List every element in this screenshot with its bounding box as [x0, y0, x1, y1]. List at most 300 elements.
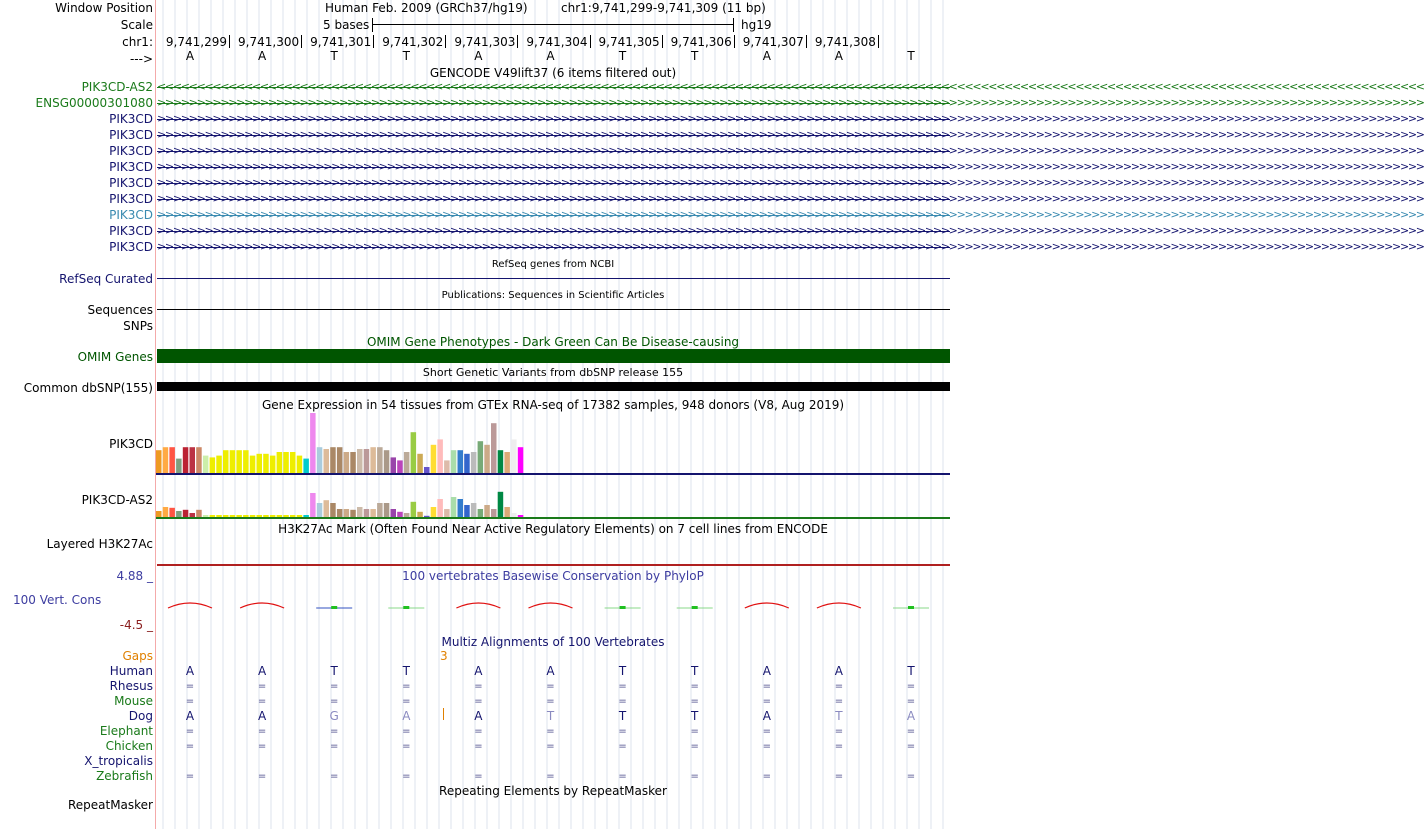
dog-insertion-marker — [443, 708, 444, 720]
gtex-tissue-bar — [411, 432, 417, 473]
multiz-aligned-base: T — [402, 664, 410, 678]
multiz-aligned-base: = — [474, 771, 483, 782]
gtex-tissue-bar — [176, 459, 182, 473]
gtex-tissue-bar — [324, 449, 330, 473]
gtex-tissue-bar — [404, 513, 410, 517]
multiz-aligned-base: = — [906, 681, 916, 692]
plus-strand-chevrons: >>>>>>>>>>>>>>>>>>>>>>>>>>>>>>>>>>>>>>>>>>>>>>>>>>>>>>>>>>>>>>>>>>>>>>>>>>>>>>>>>>>>>>>>>>>>>>>>>>>>>>>>>>>>>>>>>>>>>>>>>>>>>>>>>>>>>>>>>>>>>>>>>>>>>>>>>>>>>>>> — [157, 224, 1424, 237]
multiz-aligned-base: = — [618, 681, 627, 692]
gtex-tissue-bar — [350, 510, 356, 517]
multiz-aligned-base: = — [618, 771, 627, 782]
window-position-value[interactable]: chr1:9,741,299-9,741,309 (11 bp) — [561, 1, 766, 15]
phylop-min-label: -4.5 _ — [119, 618, 153, 632]
gtex-tissue-bar — [411, 502, 417, 517]
gtex-tissue-bar — [337, 447, 343, 473]
multiz-aligned-base: A — [257, 664, 267, 678]
reference-base: A — [762, 49, 771, 63]
gtex-tissue-bar — [223, 515, 229, 517]
scale-bar — [372, 24, 734, 25]
plus-strand-chevrons: >>>>>>>>>>>>>>>>>>>>>>>>>>>>>>>>>>>>>>>>>>>>>>>>>>>>>>>>>>>>>>>>>>>>>>>>>>>>>>>>>>>>>>>>>>>>>>>>>>>>>>>>>>>>>>>>>>>>>>>>>>>>>>>>>>>>>>>>>>>>>>>>>>>>>>>>>>>>>>>> — [157, 208, 1424, 221]
multiz-aligned-base: = — [834, 696, 844, 707]
gtex-tissue-bar — [324, 500, 330, 517]
ruler-tick-mark — [445, 35, 446, 48]
gtex-tissue-bar — [364, 509, 370, 517]
reference-base: T — [907, 49, 915, 63]
dbsnp-feature-bar[interactable] — [157, 382, 950, 391]
gtex-tissue-bar — [183, 510, 189, 517]
gtex-tissue-bar — [384, 450, 390, 473]
phylop-conserved-peak — [240, 603, 284, 608]
ruler-tick-label: 9,741,302 — [382, 35, 444, 49]
gtex-tissue-bar — [458, 499, 464, 517]
gtex-tissue-bar — [464, 454, 470, 473]
snps-track-label[interactable]: SNPs — [123, 319, 153, 333]
ruler-tick-label: 9,741,308 — [814, 35, 876, 49]
multiz-aligned-base: = — [546, 681, 555, 692]
gtex-tissue-bar — [451, 497, 457, 517]
multiz-aligned-base: T — [546, 709, 555, 723]
multiz-aligned-base: = — [185, 726, 195, 737]
gtex-tissue-bar — [404, 452, 410, 473]
gtex-tissue-bar — [169, 508, 175, 517]
gtex-tissue-bar — [190, 513, 196, 517]
repeatmasker-track-title[interactable]: Repeating Elements by RepeatMasker — [439, 784, 667, 798]
ruler-tick-label: 9,741,299 — [165, 35, 227, 49]
gtex-tissue-bar — [257, 515, 263, 517]
gtex-tissue-bar — [243, 515, 249, 517]
ruler-tick-label: 9,741,303 — [454, 35, 516, 49]
multiz-aligned-base: A — [546, 664, 555, 678]
ruler-tick-label: 9,741,305 — [598, 35, 660, 49]
gtex-tissue-bar — [317, 447, 323, 473]
multiz-species-label[interactable]: Zebrafish — [96, 769, 153, 783]
multiz-aligned-base: T — [330, 664, 338, 678]
gencode-transcript-label[interactable]: PIK3CD — [109, 128, 153, 142]
multiz-aligned-base: = — [690, 726, 699, 737]
multiz-aligned-base: = — [690, 696, 699, 707]
multiz-aligned-base: = — [474, 696, 483, 707]
multiz-aligned-base: = — [906, 741, 916, 752]
multiz-aligned-base: A — [257, 709, 267, 723]
multiz-aligned-base: = — [690, 771, 699, 782]
gtex-tissue-bar — [196, 510, 202, 517]
multiz-aligned-base: T — [907, 664, 915, 678]
multiz-aligned-base: = — [762, 771, 771, 782]
reference-base: A — [474, 49, 483, 63]
gencode-transcript-label[interactable]: PIK3CD — [109, 224, 153, 238]
multiz-aligned-base: = — [834, 726, 844, 737]
gtex-tissue-bar — [190, 447, 196, 473]
gtex-tissue-bar — [471, 503, 477, 517]
gtex-tissue-bar — [290, 515, 296, 517]
gtex-tissue-bar — [183, 447, 189, 473]
reference-base: A — [546, 49, 555, 63]
multiz-species-label[interactable]: Chicken — [105, 739, 153, 753]
h3k27ac-baseline — [157, 564, 950, 566]
gtex-tissue-bar — [437, 439, 443, 473]
reference-base: A — [257, 49, 267, 63]
gtex-gene-label-2[interactable]: PIK3CD-AS2 — [81, 493, 153, 507]
phylop-wiggle[interactable] — [156, 596, 950, 616]
phylop-score-mark — [331, 606, 337, 609]
gtex-tissue-bar — [504, 452, 510, 473]
multiz-aligned-base: = — [834, 771, 844, 782]
phylop-score-mark — [692, 606, 698, 609]
ruler-tick-mark — [662, 35, 663, 48]
multiz-aligned-base: = — [690, 741, 699, 752]
multiz-aligned-base: = — [329, 681, 339, 692]
phylop-conserved-peak — [456, 603, 500, 608]
gtex-tissue-bar — [424, 516, 430, 517]
multiz-aligned-base: = — [474, 681, 483, 692]
gencode-transcript-label[interactable]: PIK3CD — [109, 112, 153, 126]
phylop-conserved-peak — [745, 603, 789, 608]
scale-bar-text: 5 bases — [323, 18, 370, 32]
gencode-transcript-label[interactable]: ENSG00000301080 — [35, 96, 153, 110]
publications-line — [157, 309, 950, 310]
phylop-conserved-peak — [817, 603, 861, 608]
multiz-aligned-base: T — [691, 709, 699, 723]
reference-base: T — [691, 49, 699, 63]
gtex-tissue-bar — [257, 454, 263, 473]
gtex-tissue-bar — [471, 452, 477, 473]
multiz-aligned-base: = — [834, 741, 844, 752]
multiz-aligned-base: = — [546, 726, 555, 737]
gtex-tissue-bar — [156, 511, 162, 517]
multiz-aligned-base: = — [329, 771, 339, 782]
gtex-tissue-bar — [417, 512, 423, 517]
multiz-species-label[interactable]: Mouse — [114, 694, 153, 708]
gtex-tissue-bar — [236, 515, 242, 517]
multiz-aligned-base: = — [474, 726, 483, 737]
gtex-tissue-bar — [203, 456, 209, 473]
gtex-tissue-bar — [518, 447, 524, 473]
gencode-transcript-label[interactable]: PIK3CD — [109, 240, 153, 254]
ruler-tick-label: 9,741,304 — [526, 35, 588, 49]
multiz-aligned-base: = — [906, 726, 916, 737]
gtex-tissue-bar — [203, 515, 209, 517]
multiz-aligned-base: A — [834, 664, 843, 678]
gtex-tissue-bar — [263, 515, 269, 517]
gtex-tissue-bar — [210, 457, 216, 473]
multiz-aligned-base: = — [402, 696, 411, 707]
h3k27ac-track-label[interactable]: Layered H3K27Ac — [46, 537, 153, 551]
multiz-aligned-base: = — [329, 696, 339, 707]
multiz-aligned-base: = — [690, 681, 699, 692]
multiz-aligned-base: A — [185, 709, 195, 723]
scale-bar-left-cap — [372, 18, 373, 32]
repeatmasker-track-label[interactable]: RepeatMasker — [67, 798, 153, 812]
gtex-tissue-bar — [310, 413, 316, 473]
gtex-tissue-bar — [478, 441, 484, 473]
refseq-track-label[interactable]: RefSeq Curated — [59, 272, 153, 286]
multiz-species-label[interactable]: Rhesus — [109, 679, 153, 693]
phylop-max-label: 4.88 _ — [116, 569, 153, 583]
gtex-tissue-bar — [250, 456, 256, 473]
gtex-gene-label-1[interactable]: PIK3CD — [109, 437, 153, 451]
ruler-tick-label: 9,741,306 — [670, 35, 732, 49]
multiz-gaps-label: Gaps — [122, 649, 153, 663]
gencode-track-title[interactable]: GENCODE V49lift37 (6 items filtered out) — [429, 66, 677, 80]
multiz-aligned-base: = — [906, 771, 916, 782]
gtex-tissue-bar — [317, 503, 323, 517]
gtex-tissue-bar — [464, 505, 470, 517]
gtex-tissue-bar — [277, 452, 283, 473]
multiz-aligned-base: = — [402, 741, 411, 752]
gtex-tissue-bar — [478, 509, 484, 517]
publications-track-title[interactable]: Publications: Sequences in Scientific Articles — [441, 290, 665, 301]
gtex-tissue-bar — [283, 452, 289, 473]
refseq-track-title[interactable]: RefSeq genes from NCBI — [491, 259, 615, 270]
multiz-aligned-base: = — [618, 696, 627, 707]
ruler-tick-mark — [517, 35, 518, 48]
gtex-tissue-bar — [303, 459, 309, 473]
gtex-tissue-bar — [263, 454, 269, 473]
reference-base: T — [402, 49, 410, 63]
gtex-tissue-bar — [424, 467, 430, 473]
gtex-tissue-bar — [277, 515, 283, 517]
omim-feature-bar[interactable] — [157, 349, 950, 363]
gtex-tissue-bar — [236, 450, 242, 473]
multiz-track-title[interactable]: Multiz Alignments of 100 Vertebrates — [441, 635, 665, 649]
gtex-tissue-bar — [350, 452, 356, 473]
ruler-tick-mark — [590, 35, 591, 48]
phylop-score-mark — [908, 606, 914, 609]
gtex-tissue-bar — [223, 450, 229, 473]
gtex-tissue-bar — [297, 456, 303, 473]
gtex-tissue-bar — [391, 457, 397, 473]
multiz-aligned-base: A — [474, 664, 483, 678]
multiz-aligned-base: = — [185, 681, 195, 692]
gtex-tissue-bar — [330, 503, 336, 517]
multiz-species-label[interactable]: Human — [109, 664, 153, 678]
gtex-tissue-bar — [216, 515, 222, 517]
multiz-aligned-base: = — [257, 681, 267, 692]
gtex-tissue-bar — [243, 450, 249, 473]
multiz-aligned-base: A — [185, 664, 195, 678]
phylop-score-mark — [620, 606, 626, 609]
plus-strand-chevrons: >>>>>>>>>>>>>>>>>>>>>>>>>>>>>>>>>>>>>>>>>>>>>>>>>>>>>>>>>>>>>>>>>>>>>>>>>>>>>>>>>>>>>>>>>>>>>>>>>>>>>>>>>>>>>>>>>>>>>>>>>>>>>>>>>>>>>>>>>>>>>>>>>>>>>>>>>>>>>>>> — [157, 96, 1424, 109]
ruler-tick-mark — [878, 35, 879, 48]
gtex-tissue-bar — [397, 460, 403, 473]
gtex-tissue-bar — [303, 515, 309, 517]
gtex-tissue-bar — [290, 452, 296, 473]
window-position-label: Window Position — [55, 1, 153, 15]
ruler-tick-label: 9,741,307 — [742, 35, 804, 49]
gtex-tissue-bar — [230, 515, 236, 517]
gtex-tissue-bar — [437, 499, 443, 517]
gtex-tissue-bar — [377, 447, 383, 473]
gtex-tissue-bar — [431, 445, 437, 473]
gtex-tissue-bar — [196, 447, 202, 473]
multiz-aligned-base: G — [329, 709, 339, 723]
gtex-tissue-bar — [283, 515, 289, 517]
dbsnp-track-label[interactable]: Common dbSNP(155) — [23, 381, 153, 395]
gtex-tissue-bar — [370, 447, 376, 473]
gtex-tissue-bar — [364, 449, 370, 473]
gencode-transcript-label[interactable]: PIK3CD — [109, 160, 153, 174]
gencode-transcript-label[interactable]: PIK3CD — [109, 192, 153, 206]
ruler-tick-mark — [373, 35, 374, 48]
gtex-bar-chart[interactable] — [156, 410, 950, 520]
multiz-aligned-base: = — [546, 741, 555, 752]
gtex-tissue-bar — [176, 511, 182, 517]
multiz-aligned-base: A — [402, 709, 411, 723]
gtex-tissue-bar — [169, 447, 175, 473]
gtex-tissue-bar — [357, 507, 363, 517]
gencode-transcript-label[interactable]: PIK3CD — [109, 144, 153, 158]
omim-track-title[interactable]: OMIM Gene Phenotypes - Dark Green Can Be Disease-causing — [366, 335, 740, 349]
phylop-conserved-peak — [529, 603, 573, 608]
omim-track-label[interactable]: OMIM Genes — [77, 350, 153, 364]
gencode-transcript-label[interactable]: PIK3CD-AS2 — [81, 80, 153, 94]
multiz-aligned-base: = — [618, 726, 627, 737]
gtex-tissue-bar — [431, 507, 437, 517]
gtex-tissue-bar — [163, 507, 169, 517]
multiz-aligned-base: = — [474, 741, 483, 752]
gtex-tissue-bar — [451, 450, 457, 473]
assembly-title: Human Feb. 2009 (GRCh37/hg19) — [325, 1, 528, 15]
multiz-aligned-base: A — [906, 709, 916, 723]
multiz-species-label[interactable]: X_tropicalis — [84, 754, 153, 768]
gtex-tissue-bar — [310, 493, 316, 517]
scale-label: Scale — [120, 18, 153, 32]
multiz-aligned-base: = — [834, 681, 844, 692]
strand-arrow-label: ---> — [129, 52, 153, 66]
plus-strand-chevrons: >>>>>>>>>>>>>>>>>>>>>>>>>>>>>>>>>>>>>>>>>>>>>>>>>>>>>>>>>>>>>>>>>>>>>>>>>>>>>>>>>>>>>>>>>>>>>>>>>>>>>>>>>>>>>>>>>>>>>>>>>>>>>>>>>>>>>>>>>>>>>>>>>>>>>>>>>>>>>>>> — [157, 128, 1424, 141]
gencode-transcript-label[interactable]: PIK3CD — [109, 208, 153, 222]
gtex-tissue-bar — [156, 450, 162, 473]
multiz-aligned-base: = — [762, 696, 771, 707]
multiz-aligned-base: = — [329, 726, 339, 737]
gtex-tissue-bar — [491, 423, 497, 473]
multiz-aligned-base: = — [185, 741, 195, 752]
minus-strand-chevrons: <<<<<<<<<<<<<<<<<<<<<<<<<<<<<<<<<<<<<<<<<<<<<<<<<<<<<<<<<<<<<<<<<<<<<<<<<<<<<<<<<<<<<<<<<<<<<<<<<<<<<<<<<<<<<<<<<<<<<<<<<<<<<<<<<<<<<<<<<<<<<<<<<<<<<<<<<<<<<<<< — [157, 80, 1424, 93]
multiz-aligned-base: T — [618, 664, 627, 678]
multiz-species-label[interactable]: Dog — [128, 709, 153, 723]
gtex-tissue-bar — [511, 439, 516, 473]
chromosome-label: chr1: — [122, 35, 153, 49]
gtex-tissue-bar — [216, 456, 222, 473]
multiz-aligned-base: = — [402, 726, 411, 737]
multiz-aligned-base: = — [402, 771, 411, 782]
ruler-tick-mark — [301, 35, 302, 48]
ruler-tick-label: 9,741,301 — [310, 35, 372, 49]
gtex-tissue-bar — [498, 450, 504, 473]
gtex-tissue-bar — [370, 509, 376, 517]
gtex-tissue-bar — [297, 515, 303, 517]
gtex-tissue-bar — [384, 503, 390, 517]
h3k27ac-track-title[interactable]: H3K27Ac Mark (Often Found Near Active Regulatory Elements) on 7 cell lines from ENCODE — [278, 522, 828, 536]
multiz-species-label[interactable]: Elephant — [99, 724, 153, 738]
ruler-tick-mark — [229, 35, 230, 48]
gtex-tissue-bar — [444, 460, 450, 473]
gtex-tissue-bar — [270, 456, 276, 473]
multiz-aligned-base: A — [762, 664, 771, 678]
refseq-line — [157, 278, 950, 279]
multiz-aligned-base: = — [762, 681, 771, 692]
multiz-aligned-base: = — [257, 771, 267, 782]
dbsnp-track-title[interactable]: Short Genetic Variants from dbSNP release 155 — [422, 366, 684, 379]
multiz-aligned-base: T — [835, 709, 843, 723]
ruler-tick-label: 9,741,300 — [238, 35, 300, 49]
gtex-tissue-bar — [484, 505, 490, 517]
gencode-transcript-label[interactable]: PIK3CD — [109, 176, 153, 190]
gtex-tissue-bar — [397, 512, 403, 517]
publications-track-label[interactable]: Sequences — [87, 303, 153, 317]
gtex-tissue-bar — [357, 449, 363, 473]
multiz-aligned-base: = — [546, 771, 555, 782]
multiz-aligned-base: = — [618, 741, 627, 752]
plus-strand-chevrons: >>>>>>>>>>>>>>>>>>>>>>>>>>>>>>>>>>>>>>>>>>>>>>>>>>>>>>>>>>>>>>>>>>>>>>>>>>>>>>>>>>>>>>>>>>>>>>>>>>>>>>>>>>>>>>>>>>>>>>>>>>>>>>>>>>>>>>>>>>>>>>>>>>>>>>>>>>>>>>>> — [157, 240, 1424, 253]
gtex-tissue-bar — [511, 513, 516, 517]
multiz-aligned-base: = — [257, 696, 267, 707]
multiz-aligned-base: = — [185, 771, 195, 782]
phylop-conserved-peak — [168, 603, 212, 608]
plus-strand-chevrons: >>>>>>>>>>>>>>>>>>>>>>>>>>>>>>>>>>>>>>>>>>>>>>>>>>>>>>>>>>>>>>>>>>>>>>>>>>>>>>>>>>>>>>>>>>>>>>>>>>>>>>>>>>>>>>>>>>>>>>>>>>>>>>>>>>>>>>>>>>>>>>>>>>>>>>>>>>>>>>>> — [157, 160, 1424, 173]
multiz-aligned-base: = — [906, 696, 916, 707]
multiz-aligned-base: = — [257, 741, 267, 752]
gtex-tissue-bar — [498, 492, 504, 517]
gtex-tissue-bar — [270, 515, 276, 517]
multiz-aligned-base: A — [474, 709, 483, 723]
multiz-aligned-base: T — [618, 709, 627, 723]
gtex-track-title[interactable]: Gene Expression in 54 tissues from GTEx RNA-seq of 17382 samples, 948 donors (V8, Aug 2019) — [261, 398, 845, 412]
plus-strand-chevrons: >>>>>>>>>>>>>>>>>>>>>>>>>>>>>>>>>>>>>>>>>>>>>>>>>>>>>>>>>>>>>>>>>>>>>>>>>>>>>>>>>>>>>>>>>>>>>>>>>>>>>>>>>>>>>>>>>>>>>>>>>>>>>>>>>>>>>>>>>>>>>>>>>>>>>>>>>>>>>>>> — [157, 144, 1424, 157]
multiz-aligned-base: = — [762, 726, 771, 737]
gtex-tissue-bar — [491, 509, 497, 517]
multiz-gap-count: 3 — [440, 649, 448, 663]
reference-base: T — [330, 49, 338, 63]
gtex-tissue-bar — [330, 447, 336, 473]
phylop-track-label[interactable]: 100 Vert. Cons — [13, 593, 102, 607]
plus-strand-chevrons: >>>>>>>>>>>>>>>>>>>>>>>>>>>>>>>>>>>>>>>>>>>>>>>>>>>>>>>>>>>>>>>>>>>>>>>>>>>>>>>>>>>>>>>>>>>>>>>>>>>>>>>>>>>>>>>>>>>>>>>>>>>>>>>>>>>>>>>>>>>>>>>>>>>>>>>>>>>>>>>> — [157, 176, 1424, 189]
gtex-tissue-bar — [458, 450, 464, 473]
multiz-aligned-base: = — [185, 696, 195, 707]
ruler-tick-mark — [734, 35, 735, 48]
gtex-tissue-bar — [377, 503, 383, 517]
gtex-tissue-bar — [210, 515, 216, 517]
gtex-tissue-bar — [344, 452, 350, 473]
phylop-score-mark — [403, 606, 409, 609]
gtex-tissue-bar — [230, 450, 236, 473]
multiz-aligned-base: = — [329, 741, 339, 752]
reference-base: A — [834, 49, 843, 63]
gtex-tissue-bar — [417, 454, 423, 473]
plus-strand-chevrons: >>>>>>>>>>>>>>>>>>>>>>>>>>>>>>>>>>>>>>>>>>>>>>>>>>>>>>>>>>>>>>>>>>>>>>>>>>>>>>>>>>>>>>>>>>>>>>>>>>>>>>>>>>>>>>>>>>>>>>>>>>>>>>>>>>>>>>>>>>>>>>>>>>>>>>>>>>>>>>>> — [157, 112, 1424, 125]
gtex-tissue-bar — [484, 445, 490, 473]
phylop-track-title[interactable]: 100 vertebrates Basewise Conservation by PhyloP — [402, 569, 704, 583]
reference-base: A — [185, 49, 195, 63]
scale-bar-right-cap — [733, 18, 734, 32]
gtex-tissue-bar — [391, 509, 397, 517]
gtex-tissue-bar — [250, 515, 256, 517]
multiz-aligned-base: T — [691, 664, 699, 678]
multiz-aligned-base: = — [402, 681, 411, 692]
multiz-aligned-base: = — [762, 741, 771, 752]
multiz-aligned-base: A — [762, 709, 771, 723]
gtex-tissue-bar — [444, 509, 450, 517]
gtex-tissue-bar — [504, 507, 510, 517]
multiz-aligned-base: = — [546, 696, 555, 707]
plus-strand-chevrons: >>>>>>>>>>>>>>>>>>>>>>>>>>>>>>>>>>>>>>>>>>>>>>>>>>>>>>>>>>>>>>>>>>>>>>>>>>>>>>>>>>>>>>>>>>>>>>>>>>>>>>>>>>>>>>>>>>>>>>>>>>>>>>>>>>>>>>>>>>>>>>>>>>>>>>>>>>>>>>>> — [157, 192, 1424, 205]
gtex-tissue-bar — [337, 509, 343, 517]
ruler-tick-mark — [806, 35, 807, 48]
gtex-tissue-bar — [518, 515, 524, 517]
reference-base: T — [618, 49, 627, 63]
gtex-tissue-bar — [344, 509, 350, 517]
gtex-tissue-bar — [163, 447, 169, 473]
